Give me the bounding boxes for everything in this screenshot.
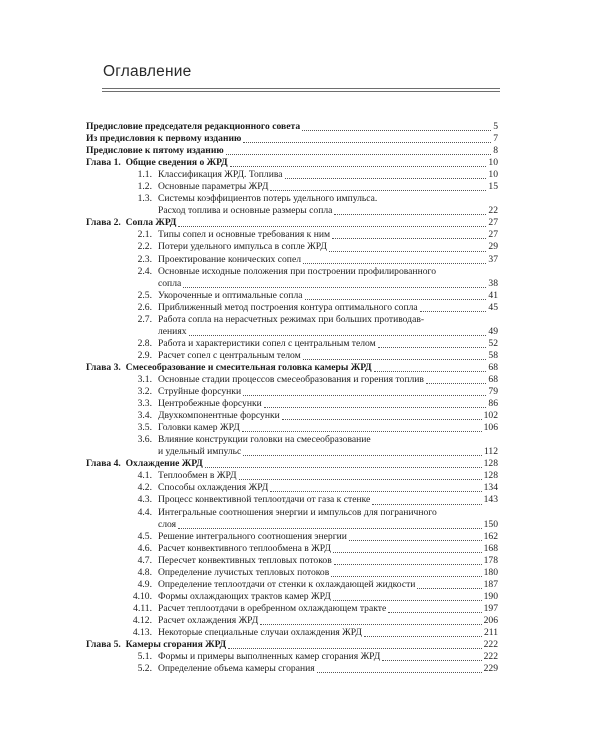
toc-entry (86, 615, 498, 627)
toc-entry-title: Предисловие к пятому изданию (86, 145, 224, 157)
leader-dots (178, 225, 486, 227)
section-title: Работа и характеристики сопел с центральным телом (158, 337, 376, 349)
toc-entry (86, 338, 498, 350)
section-title: Системы коэффициентов потерь удельного импульса. (158, 193, 378, 205)
toc-entry-text (112, 303, 418, 313)
page-number: 8 (493, 145, 498, 157)
toc-entry-text (158, 206, 332, 216)
page-number: 58 (488, 349, 498, 361)
section-number: 2.9. (137, 349, 152, 361)
toc-entry-text (112, 375, 424, 385)
toc-entry (86, 302, 498, 314)
section-title: Процесс конвективной теплоотдачи от газа к стенке (158, 494, 371, 506)
chapter-label: Глава 2. (86, 217, 121, 229)
toc-entry-text (112, 568, 329, 578)
section-title: Влияние конструкции головки на смесеобразование (158, 434, 371, 446)
page-number: 128 (483, 470, 498, 482)
chapter-label: Глава 5. (86, 639, 121, 651)
section-title-continued: и удельный импульс (158, 446, 242, 458)
leader-dots (189, 334, 486, 336)
toc-entry-text (112, 556, 332, 566)
toc-entry (86, 181, 498, 193)
section-number: 2.4. (137, 265, 152, 277)
section-title: Основные параметры ЖРД (158, 181, 269, 193)
toc-entry-text (86, 363, 372, 373)
toc-entry (86, 603, 498, 615)
section-number: 1.3. (137, 193, 152, 205)
page-number: 15 (488, 181, 498, 193)
toc-entry (86, 169, 498, 181)
toc-entry (86, 639, 498, 651)
leader-dots (305, 298, 486, 300)
page-number: 162 (483, 530, 498, 542)
section-title: Интегральные соотношения энергии и импульсов для пограничного (158, 506, 437, 518)
section-title: Типы сопел и основные требования к ним (158, 229, 331, 241)
toc-entry-text (112, 508, 437, 518)
page-number: 10 (488, 169, 498, 181)
section-title: Определение теплоотдачи от стенки к охлаждающей жидкости (158, 578, 416, 590)
section-title: Формы и примеры выполненных камер сгорания ЖРД (158, 651, 381, 663)
toc-entry (86, 422, 498, 434)
leader-dots (270, 189, 486, 191)
section-title: Расчет конвективного теплообмена в ЖРД (158, 542, 331, 554)
toc-entry-text (158, 520, 176, 530)
section-title: Пересчет конвективных тепловых потоков (158, 554, 332, 566)
section-title: Определение объема камеры сгорания (158, 663, 315, 675)
leader-dots (242, 430, 482, 432)
toc-entry-text (112, 339, 376, 349)
page-number: 10 (488, 157, 498, 169)
toc-entry (86, 651, 498, 663)
section-title: Основные исходные положения при построении профилированного (158, 265, 436, 277)
leader-dots (243, 394, 486, 396)
toc-entry-text (112, 580, 415, 590)
leader-dots (228, 647, 482, 649)
section-title-continued: сопла (158, 277, 182, 289)
toc-entry-text (158, 327, 187, 337)
section-number: 3.3. (137, 398, 152, 410)
section-number: 4.2. (137, 482, 152, 494)
section-title: Основные стадии процессов смесеобразования и горения топлив (158, 373, 424, 385)
toc-entry (86, 157, 498, 169)
section-number: 4.3. (137, 494, 152, 506)
page-number: 222 (483, 639, 498, 651)
section-title-continued: лениях (158, 325, 187, 337)
section-number: 4.12. (132, 614, 152, 626)
toc-entry (86, 326, 498, 338)
leader-dots (331, 575, 482, 577)
toc-entry-title: Из предисловия к первому изданию (86, 133, 242, 145)
leader-dots (264, 406, 486, 408)
page-number: 29 (488, 241, 498, 253)
toc-entry-text (112, 170, 283, 180)
toc-entry-title: Предисловие председателя редакционного совета (86, 121, 301, 132)
section-number: 2.5. (137, 289, 152, 301)
toc-entry-text (112, 255, 301, 265)
toc-entry-text (112, 182, 268, 192)
leader-dots (382, 659, 482, 661)
toc-entry-text (112, 592, 331, 602)
section-title: Потери удельного импульса в сопле ЖРД (158, 241, 327, 253)
section-number: 2.1. (137, 229, 152, 241)
leader-dots (417, 587, 482, 589)
section-number: 4.8. (137, 566, 152, 578)
leader-dots (183, 286, 486, 288)
section-title: Расчет сопел с центральным телом (158, 349, 301, 361)
page-number: 178 (483, 554, 498, 566)
section-number: 2.6. (137, 301, 152, 313)
toc-entry-text (112, 423, 240, 433)
toc-entry-text (112, 664, 315, 674)
section-title: Головки камер ЖРД (158, 422, 240, 434)
section-number: 4.1. (137, 470, 152, 482)
chapter-label: Глава 4. (86, 458, 121, 470)
section-title: Проектирование конических сопел (158, 253, 301, 265)
page-number: 37 (488, 253, 498, 265)
leader-dots (378, 346, 486, 348)
section-title-continued: слоя (158, 518, 177, 530)
toc-entry-text (112, 387, 241, 397)
chapter-title: Общие сведения о ЖРД (125, 157, 228, 169)
section-title: Приближенный метод построения контура оптимального сопла (158, 301, 418, 313)
toc-entry-text (112, 411, 280, 421)
page-number: 143 (483, 494, 498, 506)
section-number: 3.6. (137, 434, 152, 446)
section-title: Центробежные форсунки (158, 398, 262, 410)
toc-entry (86, 579, 498, 591)
toc-entry-text (112, 604, 386, 614)
section-number: 2.8. (137, 337, 152, 349)
section-title: Работа сопла на нерасчетных режимах при больших противодав- (158, 313, 425, 325)
toc-entry-text (86, 122, 300, 132)
section-number: 4.11. (133, 602, 152, 614)
leader-dots (349, 539, 482, 541)
section-number: 1.2. (137, 181, 152, 193)
toc-entry-text (112, 616, 258, 626)
toc-entry-text (158, 279, 181, 289)
toc-entry-text (86, 459, 203, 469)
section-number: 2.3. (137, 253, 152, 265)
page-number: 134 (483, 482, 498, 494)
page-number: 38 (488, 277, 498, 289)
page-number: 49 (488, 325, 498, 337)
chapter-label: Глава 3. (86, 361, 121, 373)
page-number: 190 (483, 590, 498, 602)
section-title: Укороченные и оптимальные сопла (158, 289, 303, 301)
chapter-label: Глава 1. (86, 157, 121, 169)
toc-entry-text (112, 471, 237, 481)
page-number: 5 (493, 121, 498, 132)
page-number: 68 (488, 361, 498, 373)
toc-entry (86, 121, 498, 133)
chapter-title: Охлаждение ЖРД (125, 458, 203, 470)
toc-entry (86, 434, 498, 446)
toc-entry (86, 519, 498, 531)
toc-entry (86, 398, 498, 410)
leader-dots (282, 418, 482, 420)
leader-dots (303, 262, 486, 264)
leader-dots (260, 623, 482, 625)
toc-entry (86, 205, 498, 217)
toc-entry (86, 386, 498, 398)
page-number: 106 (483, 422, 498, 434)
page-title: Оглавление (103, 63, 192, 80)
toc-entry (86, 494, 498, 506)
section-title: Способы охлаждения ЖРД (158, 482, 269, 494)
page-number: 27 (488, 217, 498, 229)
page-number: 197 (483, 602, 498, 614)
toc-entry (86, 290, 498, 302)
section-title: Расчет охлаждения ЖРД (158, 614, 259, 626)
section-number: 4.9. (137, 578, 152, 590)
toc-entry (86, 410, 498, 422)
section-number: 4.4. (137, 506, 152, 518)
section-number: 4.6. (137, 542, 152, 554)
page-number: 211 (483, 626, 498, 638)
page-number: 22 (488, 205, 498, 217)
section-title: Струйные форсунки (158, 386, 242, 398)
chapter-title: Сопла ЖРД (125, 217, 177, 229)
leader-dots (285, 177, 486, 179)
section-number: 3.4. (137, 410, 152, 422)
toc-entry (86, 567, 498, 579)
toc-entry-text (112, 315, 424, 325)
toc-entry-text (112, 652, 380, 662)
page-number: 68 (488, 373, 498, 385)
toc-entry (86, 266, 498, 278)
section-number: 2.7. (137, 313, 152, 325)
toc-entry (86, 470, 498, 482)
leader-dots (226, 153, 491, 155)
page-number: 52 (488, 337, 498, 349)
toc-entry (86, 193, 498, 205)
leader-dots (388, 611, 482, 613)
leader-dots (303, 358, 486, 360)
leader-dots (243, 454, 482, 456)
toc-entry (86, 254, 498, 266)
section-number: 4.10. (132, 590, 152, 602)
leader-dots (334, 563, 482, 565)
toc-entry-text (86, 640, 226, 650)
toc-entry (86, 458, 498, 470)
heading-rule-top (102, 88, 500, 89)
section-title: Определение лучистых тепловых потоков (158, 566, 330, 578)
page-number: 229 (483, 663, 498, 675)
toc-entry (86, 229, 498, 241)
heading-rule-bottom (102, 91, 500, 92)
page-number: 180 (483, 566, 498, 578)
leader-dots (372, 503, 482, 505)
toc-entry-text (158, 447, 241, 457)
toc-entry (86, 145, 498, 157)
toc-entry-text (112, 495, 370, 505)
section-number: 4.13. (132, 626, 152, 638)
page-number: 45 (488, 301, 498, 313)
page-number: 206 (483, 614, 498, 626)
page-number: 27 (488, 229, 498, 241)
section-number: 3.1. (137, 373, 152, 385)
toc-entry-text (86, 146, 224, 156)
section-number: 1.1. (137, 169, 152, 181)
toc-entry (86, 555, 498, 567)
chapter-title: Камеры сгорания ЖРД (125, 639, 227, 651)
section-title: Некоторые специальные случаи охлаждения ЖРД (158, 626, 362, 638)
toc-entry-text (112, 230, 330, 240)
leader-dots (317, 671, 482, 673)
toc-entry (86, 543, 498, 555)
toc-entry-text (86, 134, 241, 144)
section-title: Классификация ЖРД. Топлива (158, 169, 283, 181)
toc-entry (86, 507, 498, 519)
section-title: Расчет теплоотдачи в оребренном охлаждающем тракте (158, 602, 387, 614)
leader-dots (205, 466, 482, 468)
section-number: 3.5. (137, 422, 152, 434)
page-number: 86 (488, 398, 498, 410)
leader-dots (178, 527, 482, 529)
toc-entry (86, 314, 498, 326)
toc-entry (86, 374, 498, 386)
toc-entry (86, 446, 498, 458)
leader-dots (333, 551, 482, 553)
leader-dots (364, 635, 482, 637)
section-title-continued: Расход топлива и основные размеры сопла (158, 205, 333, 217)
page-number: 102 (483, 410, 498, 422)
leader-dots (243, 141, 491, 143)
page-number: 222 (483, 651, 498, 663)
section-title: Двухкомпонентные форсунки (158, 410, 280, 422)
section-number: 5.2. (137, 663, 152, 675)
toc-entry-text (86, 158, 228, 168)
section-number: 2.2. (137, 241, 152, 253)
page-number: 168 (483, 542, 498, 554)
leader-dots (332, 237, 486, 239)
toc-entry-text (112, 351, 301, 361)
toc-entry-text (112, 435, 371, 445)
toc-entry-text (112, 291, 303, 301)
toc-entry-text (112, 544, 331, 554)
chapter-title: Смесеобразование и смесительная головка камеры ЖРД (125, 361, 372, 373)
toc-entry (86, 362, 498, 374)
leader-dots (334, 213, 486, 215)
page-number: 41 (488, 289, 498, 301)
toc-entry-text (112, 628, 362, 638)
toc-entry-text (112, 483, 268, 493)
page-number: 112 (483, 446, 498, 458)
toc-entry (86, 627, 498, 639)
leader-dots (333, 599, 482, 601)
toc-entry (86, 133, 498, 145)
toc-entry-text (112, 399, 262, 409)
leader-dots (239, 478, 482, 480)
section-number: 4.5. (137, 530, 152, 542)
page-number: 7 (493, 133, 498, 145)
leader-dots (374, 370, 486, 372)
toc-entry-text (112, 532, 347, 542)
toc-entry (86, 531, 498, 543)
section-number: 5.1. (137, 651, 152, 663)
toc-entry-text (112, 267, 436, 277)
leader-dots (302, 129, 491, 131)
leader-dots (426, 382, 486, 384)
table-of-contents (86, 121, 498, 675)
toc-entry (86, 591, 498, 603)
page-number: 150 (483, 518, 498, 530)
toc-entry (86, 217, 498, 229)
leader-dots (270, 490, 482, 492)
leader-dots (420, 310, 486, 312)
toc-entry-text (112, 194, 377, 204)
section-number: 3.2. (137, 386, 152, 398)
toc-entry (86, 350, 498, 362)
toc-entry (86, 663, 498, 675)
toc-entry-text (112, 242, 327, 252)
section-title: Формы охлаждающих трактов камер ЖРД (158, 590, 331, 602)
toc-entry (86, 482, 498, 494)
page-number: 79 (488, 386, 498, 398)
toc-entry (86, 278, 498, 290)
section-title: Теплообмен в ЖРД (158, 470, 237, 482)
toc-entry (86, 241, 498, 253)
page-number: 128 (483, 458, 498, 470)
leader-dots (230, 165, 486, 167)
section-number: 4.7. (137, 554, 152, 566)
section-title: Решение интегрального соотношения энергии (158, 530, 347, 542)
toc-entry-text (86, 218, 176, 228)
leader-dots (329, 250, 486, 252)
page-number: 187 (483, 578, 498, 590)
